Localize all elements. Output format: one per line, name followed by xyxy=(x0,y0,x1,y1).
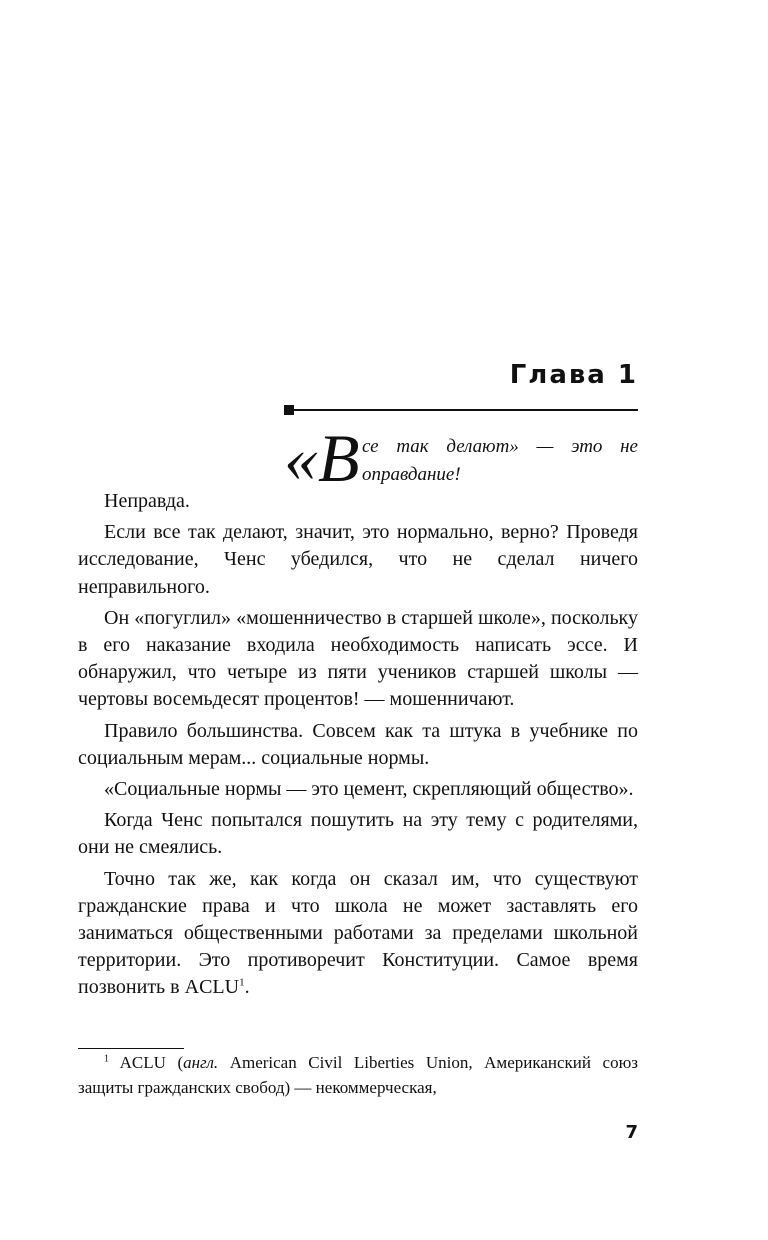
paragraph-5: «Социальные нормы — это цемент, скрепляющий общество». xyxy=(104,778,634,801)
chapter-epigraph xyxy=(284,420,638,496)
epigraph-dropcap-quote: « xyxy=(284,420,318,496)
chapter-heading: Глава 1 xyxy=(509,360,638,390)
footnote-reference[interactable]: 1 xyxy=(239,976,245,989)
paragraph-4: Правило большинства. Совсем как та штука в учебнике по социальным мерам... социальные нормы. xyxy=(78,719,638,769)
page-number: 7 xyxy=(625,1122,638,1143)
paragraph-7-text: Точно так же, как когда он сказал им, что существуют гражданские права и что школа не может заставлять его заниматься общественными работами за пределами школьной территории. Это противоречит Конституции. Самое время позвонить в ACLU xyxy=(78,867,638,999)
footnote-text: American Civil Liberties Union, Американский союз защиты гражданских свобод) — некоммерческая, xyxy=(78,1053,638,1097)
footnote-lead: ACLU ( xyxy=(109,1053,184,1072)
footnote-lang: англ. xyxy=(183,1053,219,1072)
paragraph-7 xyxy=(78,866,638,1002)
epigraph-dropcap xyxy=(284,420,360,496)
footnote-mark: 1 xyxy=(104,1053,109,1065)
footnote-divider xyxy=(78,1048,184,1049)
chapter-body xyxy=(78,488,638,1006)
epigraph-dropcap-letter: В xyxy=(318,420,360,496)
chapter-rule-line xyxy=(292,409,638,411)
paragraph-6: Когда Ченс попытался пошутить на эту тему с родителями, они не смеялись. xyxy=(78,809,638,859)
paragraph-7-end: . xyxy=(244,976,250,999)
paragraph-2: Если все так делают, значит, это нормально, верно? Проведя исследование, Ченс убедился, что не сделал ничего неправильного. xyxy=(78,521,638,598)
paragraph-1: Неправда. xyxy=(104,490,190,512)
footnote xyxy=(78,1050,638,1100)
epigraph-line-1: се так делают» — это не xyxy=(362,436,638,457)
epigraph-line-2: оправдание! xyxy=(362,464,461,485)
paragraph-3: Он «погуглил» «мошенничество в старшей школе», поскольку в его наказание входила необходимость написать эссе. И обнаружил, что четыре из пяти учеников старшей школы — чертовы восемьдесят процентов! — мошенничают. xyxy=(78,606,638,711)
